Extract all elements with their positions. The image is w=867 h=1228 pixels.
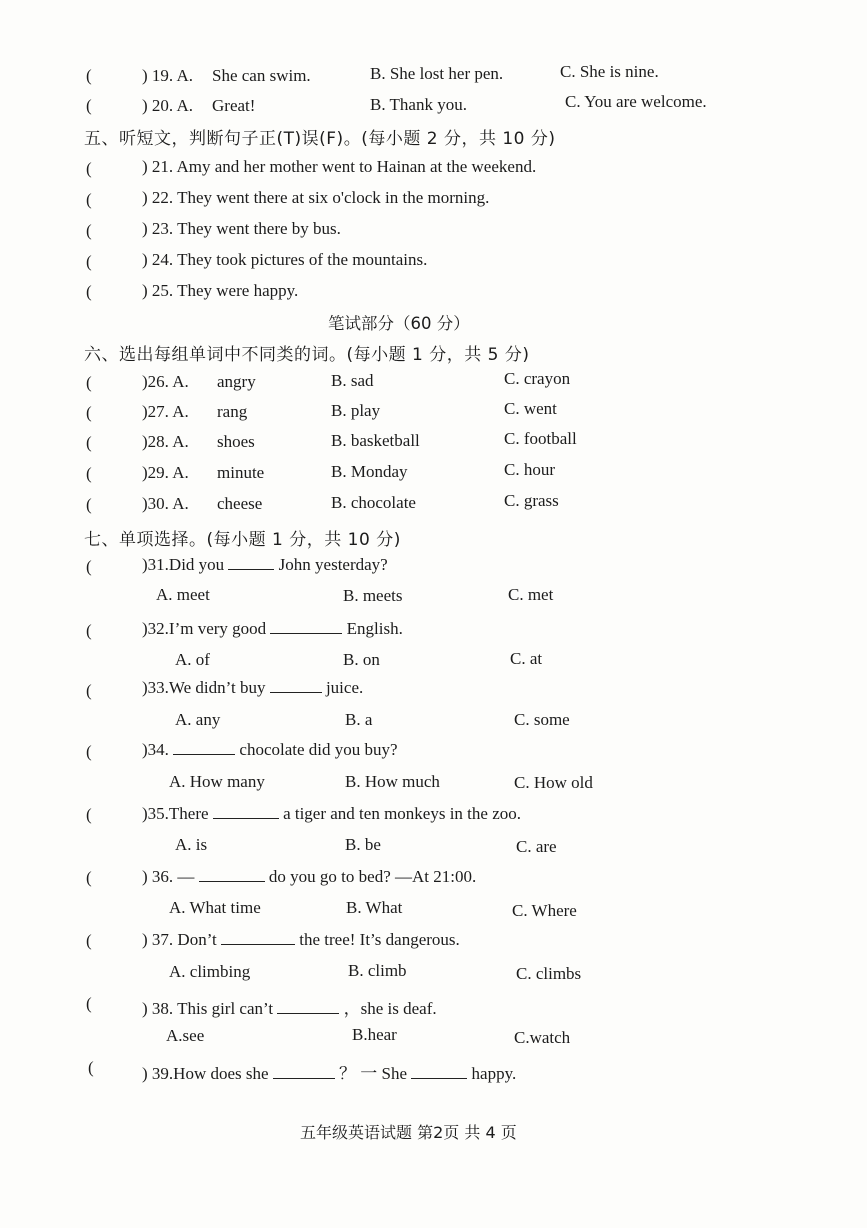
q34-stem-start: )34. [142,740,169,759]
q39-stem-start: ) 39.How does she [142,1064,269,1083]
q33-stem [142,678,363,698]
q26-number: )26. A. [142,372,189,391]
answer-paren-38: ( [86,994,92,1013]
answer-paren-39: ( [88,1058,94,1077]
answer-paren-29: ( [86,464,92,483]
q25-text: ) 25. They were happy. [142,281,299,300]
q22-text: ) 22. They went there at six o'clock in the morning. [142,188,490,207]
q32-option-b: B. on [343,650,380,669]
q19-option-c: C. She is nine. [560,62,659,81]
q20-number: ) 20. A. [142,96,193,115]
q29-option-a: minute [217,463,265,482]
q36-option-b: B. What [346,898,403,917]
answer-paren-35: ( [86,805,92,824]
q39-stem-end: happy. [471,1064,517,1083]
q37-option-b: B. climb [348,961,407,980]
q33-option-b: B. a [345,710,373,729]
q31-option-c: C. met [508,585,554,604]
q36-stem-start: ) 36. — [142,867,195,886]
q35-option-c: C. are [516,837,557,856]
q27-option-a: rang [217,402,248,421]
q32-option-a: A. of [175,650,210,669]
answer-paren-26: ( [86,373,92,392]
q30-option-b: B. chocolate [331,493,416,512]
q27-number: )27. A. [142,402,189,421]
q38-stem-end: ，she is deaf. [343,999,437,1018]
q38-option-c: C.watch [514,1028,571,1047]
q32-stem-start: )32.I’m very good [142,619,267,638]
answer-paren-23: ( [86,221,92,240]
q33-blank [270,678,322,693]
q36-option-c: C. Where [512,901,577,920]
q35-option-a: A. is [175,835,208,854]
q29-option-b: B. Monday [331,462,408,481]
q19-option-b: B. She lost her pen. [370,64,504,83]
q28-option-c: C. football [504,429,577,448]
q35-stem-end: a tiger and ten monkeys in the zoo. [283,804,521,823]
q19-option-a: She can swim. [212,66,311,85]
q34-blank [173,740,235,755]
q31-stem-end: John yesterday? [278,555,388,574]
q31-stem [142,555,388,575]
q36-blank [199,867,265,882]
q28-option-a: shoes [217,432,255,451]
q38-stem [142,994,437,1019]
q31-option-b: B. meets [343,586,403,605]
q37-stem-start: ) 37. Don’t [142,930,217,949]
answer-paren-37: ( [86,931,92,950]
section6-heading: 六、选出每组单词中不同类的词。(每小题 1 分，共 5 分) [84,345,530,365]
answer-paren-30: ( [86,495,92,514]
q32-option-c: C. at [510,649,543,668]
q34-option-c: C. How old [514,773,593,792]
q31-option-a: A. meet [156,585,210,604]
q34-stem-end: chocolate did you buy? [239,740,398,759]
q34-option-b: B. How much [345,772,440,791]
q32-stem-end: English. [346,619,403,638]
answer-paren-19: ( [86,66,92,85]
q35-stem [142,804,521,824]
q33-stem-end: juice. [325,678,364,697]
q38-blank [277,999,339,1014]
q37-option-c: C. climbs [516,964,582,983]
q29-option-c: C. hour [504,460,555,479]
answer-paren-22: ( [86,190,92,209]
q24-text: ) 24. They took pictures of the mountains. [142,250,428,269]
q36-stem [142,867,476,887]
q27-option-c: C. went [504,399,557,418]
q36-option-a: A. What time [169,898,261,917]
q20-option-a: Great! [212,96,256,115]
q27-option-b: B. play [331,401,381,420]
page-footer: 五年级英语试题 第2页 共 4 页 [300,1123,517,1142]
q38-stem-start: ) 38. This girl can’t [142,999,274,1018]
q37-stem [142,930,460,950]
q30-option-c: C. grass [504,491,559,510]
answer-paren-33: ( [86,681,92,700]
q28-option-b: B. basketball [331,431,420,450]
q33-stem-start: )33.We didn’t buy [142,678,266,697]
answer-paren-34: ( [86,742,92,761]
q38-option-b: B.hear [352,1025,397,1044]
answer-paren-27: ( [86,403,92,422]
written-part-title: 笔试部分（60 分） [328,314,470,333]
q38-option-a: A.see [166,1026,205,1045]
q39-blank-2 [411,1064,467,1079]
q37-blank [221,930,295,945]
q32-stem [142,619,403,639]
q23-text: ) 23. They went there by bus. [142,219,341,238]
q37-option-a: A. climbing [169,962,251,981]
q35-option-b: B. be [345,835,381,854]
q29-number: )29. A. [142,463,189,482]
q20-option-c: C. You are welcome. [565,92,707,111]
q28-number: )28. A. [142,432,189,451]
q19-number: ) 19. A. [142,66,193,85]
answer-paren-28: ( [86,433,92,452]
section5-heading: 五、听短文，判断句子正(T)误(F)。(每小题 2 分，共 10 分) [84,129,556,149]
q33-option-c: C. some [514,710,570,729]
q21-text: ) 21. Amy and her mother went to Hainan at the weekend. [142,157,537,176]
answer-paren-32: ( [86,621,92,640]
answer-paren-20: ( [86,96,92,115]
q20-option-b: B. Thank you. [370,95,467,114]
answer-paren-31: ( [86,557,92,576]
q31-stem-start: )31.Did you [142,555,225,574]
q35-blank [213,804,279,819]
answer-paren-24: ( [86,252,92,271]
q36-stem-end: do you go to bed? —At 21:00. [268,867,477,886]
q35-stem-start: )35.There [142,804,209,823]
q37-stem-end: the tree! It’s dangerous. [299,930,460,949]
q34-option-a: A. How many [169,772,265,791]
q31-blank [228,555,274,570]
q39-stem-mid: ？ 一 She [339,1064,408,1083]
answer-paren-25: ( [86,282,92,301]
q30-number: )30. A. [142,494,189,513]
q39-blank-1 [273,1064,335,1079]
q26-option-c: C. crayon [504,369,571,388]
q30-option-a: cheese [217,494,263,513]
q34-stem [142,740,398,760]
q26-option-a: angry [217,372,256,391]
q26-option-b: B. sad [331,371,374,390]
answer-paren-21: ( [86,159,92,178]
q39-stem [142,1059,516,1084]
q33-option-a: A. any [175,710,221,729]
answer-paren-36: ( [86,868,92,887]
section7-heading: 七、单项选择。(每小题 1 分，共 10 分) [84,530,401,550]
q32-blank [270,619,342,634]
